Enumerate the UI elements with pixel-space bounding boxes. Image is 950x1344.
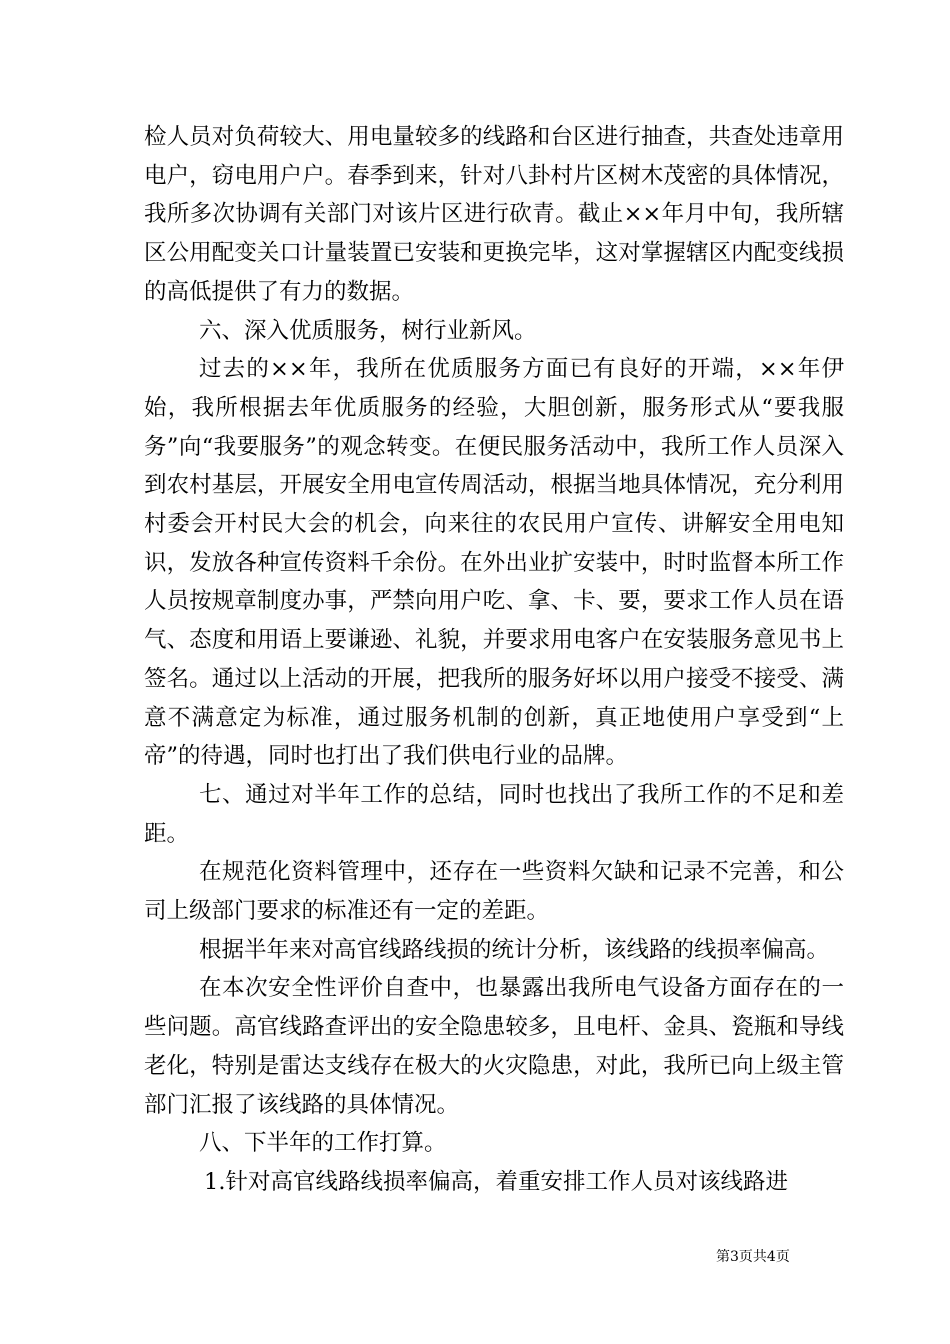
paragraph-records: 在规范化资料管理中，还存在一些资料欠缺和记录不完善，和公司上级部门要求的标准还有一定的差距。 [144, 859, 844, 925]
paragraph-line-loss: 根据半年来对高官线路线损的统计分析，该线路的线损率偏高。 [199, 936, 830, 963]
section-heading-6: 六、深入优质服务，树行业新风。 [199, 317, 537, 344]
page-number-footer: 第3页共4页 [716, 1249, 790, 1265]
paragraph-safety: 在本次安全性评价自查中，也暴露出我所电气设备方面存在的一些问题。高官线路查评出的安全隐患较多，且电杆、金具、瓷瓶和导线老化，特别是雷达支线存在极大的火灾隐患，对此，我所已向上级主管部门汇报了该线路的具体情况。 [144, 975, 844, 1118]
document-body [144, 118, 844, 1202]
section-heading-7: 七、通过对半年工作的总结，同时也找出了我所工作的不足和差距。 [144, 781, 844, 847]
paragraph-continuation: 检人员对负荷较大、用电量较多的线路和台区进行抽查，共查处违章用电户，窃电用户户。春季到来，针对八卦村片区树木茂密的具体情况，我所多次协调有关部门对该片区进行砍青。截止××年月中旬，我所辖区公用配变关口计量装置已安装和更换完毕，这对掌握辖区内配变线损的高低提供了有力的数据。 [144, 124, 844, 305]
section-heading-8: 八、下半年的工作打算。 [199, 1130, 447, 1157]
paragraph-service: 过去的××年，我所在优质服务方面已有良好的开端，××年伊始，我所根据去年优质服务的经验，大胆创新，服务形式从“要我服务”向“我要服务”的观念转变。在便民服务活动中，我所工作人员深入到农村基层，开展安全用电宣传周活动，根据当地具体情况，充分利用村委会开村民大会的机会，向来往的农民用户宣传、讲解安全用电知识，发放各种宣传资料千余份。在外出业扩安装中，时时监督本所工作人员按规章制度办事，严禁向用户吃、拿、卡、要，要求工作人员在语气、态度和用语上要谦逊、礼貌，并要求用电客户在安装服务意见书上签名。通过以上活动的开展，把我所的服务好坏以用户接受不接受、满意不满意定为标准，通过服务机制的创新，真正地使用户享受到“上帝”的待遇，同时也打出了我们供电行业的品牌。 [144, 356, 844, 770]
list-item-1: 1.针对高官线路线损率偏高，着重安排工作人员对该线路进 [204, 1168, 788, 1195]
